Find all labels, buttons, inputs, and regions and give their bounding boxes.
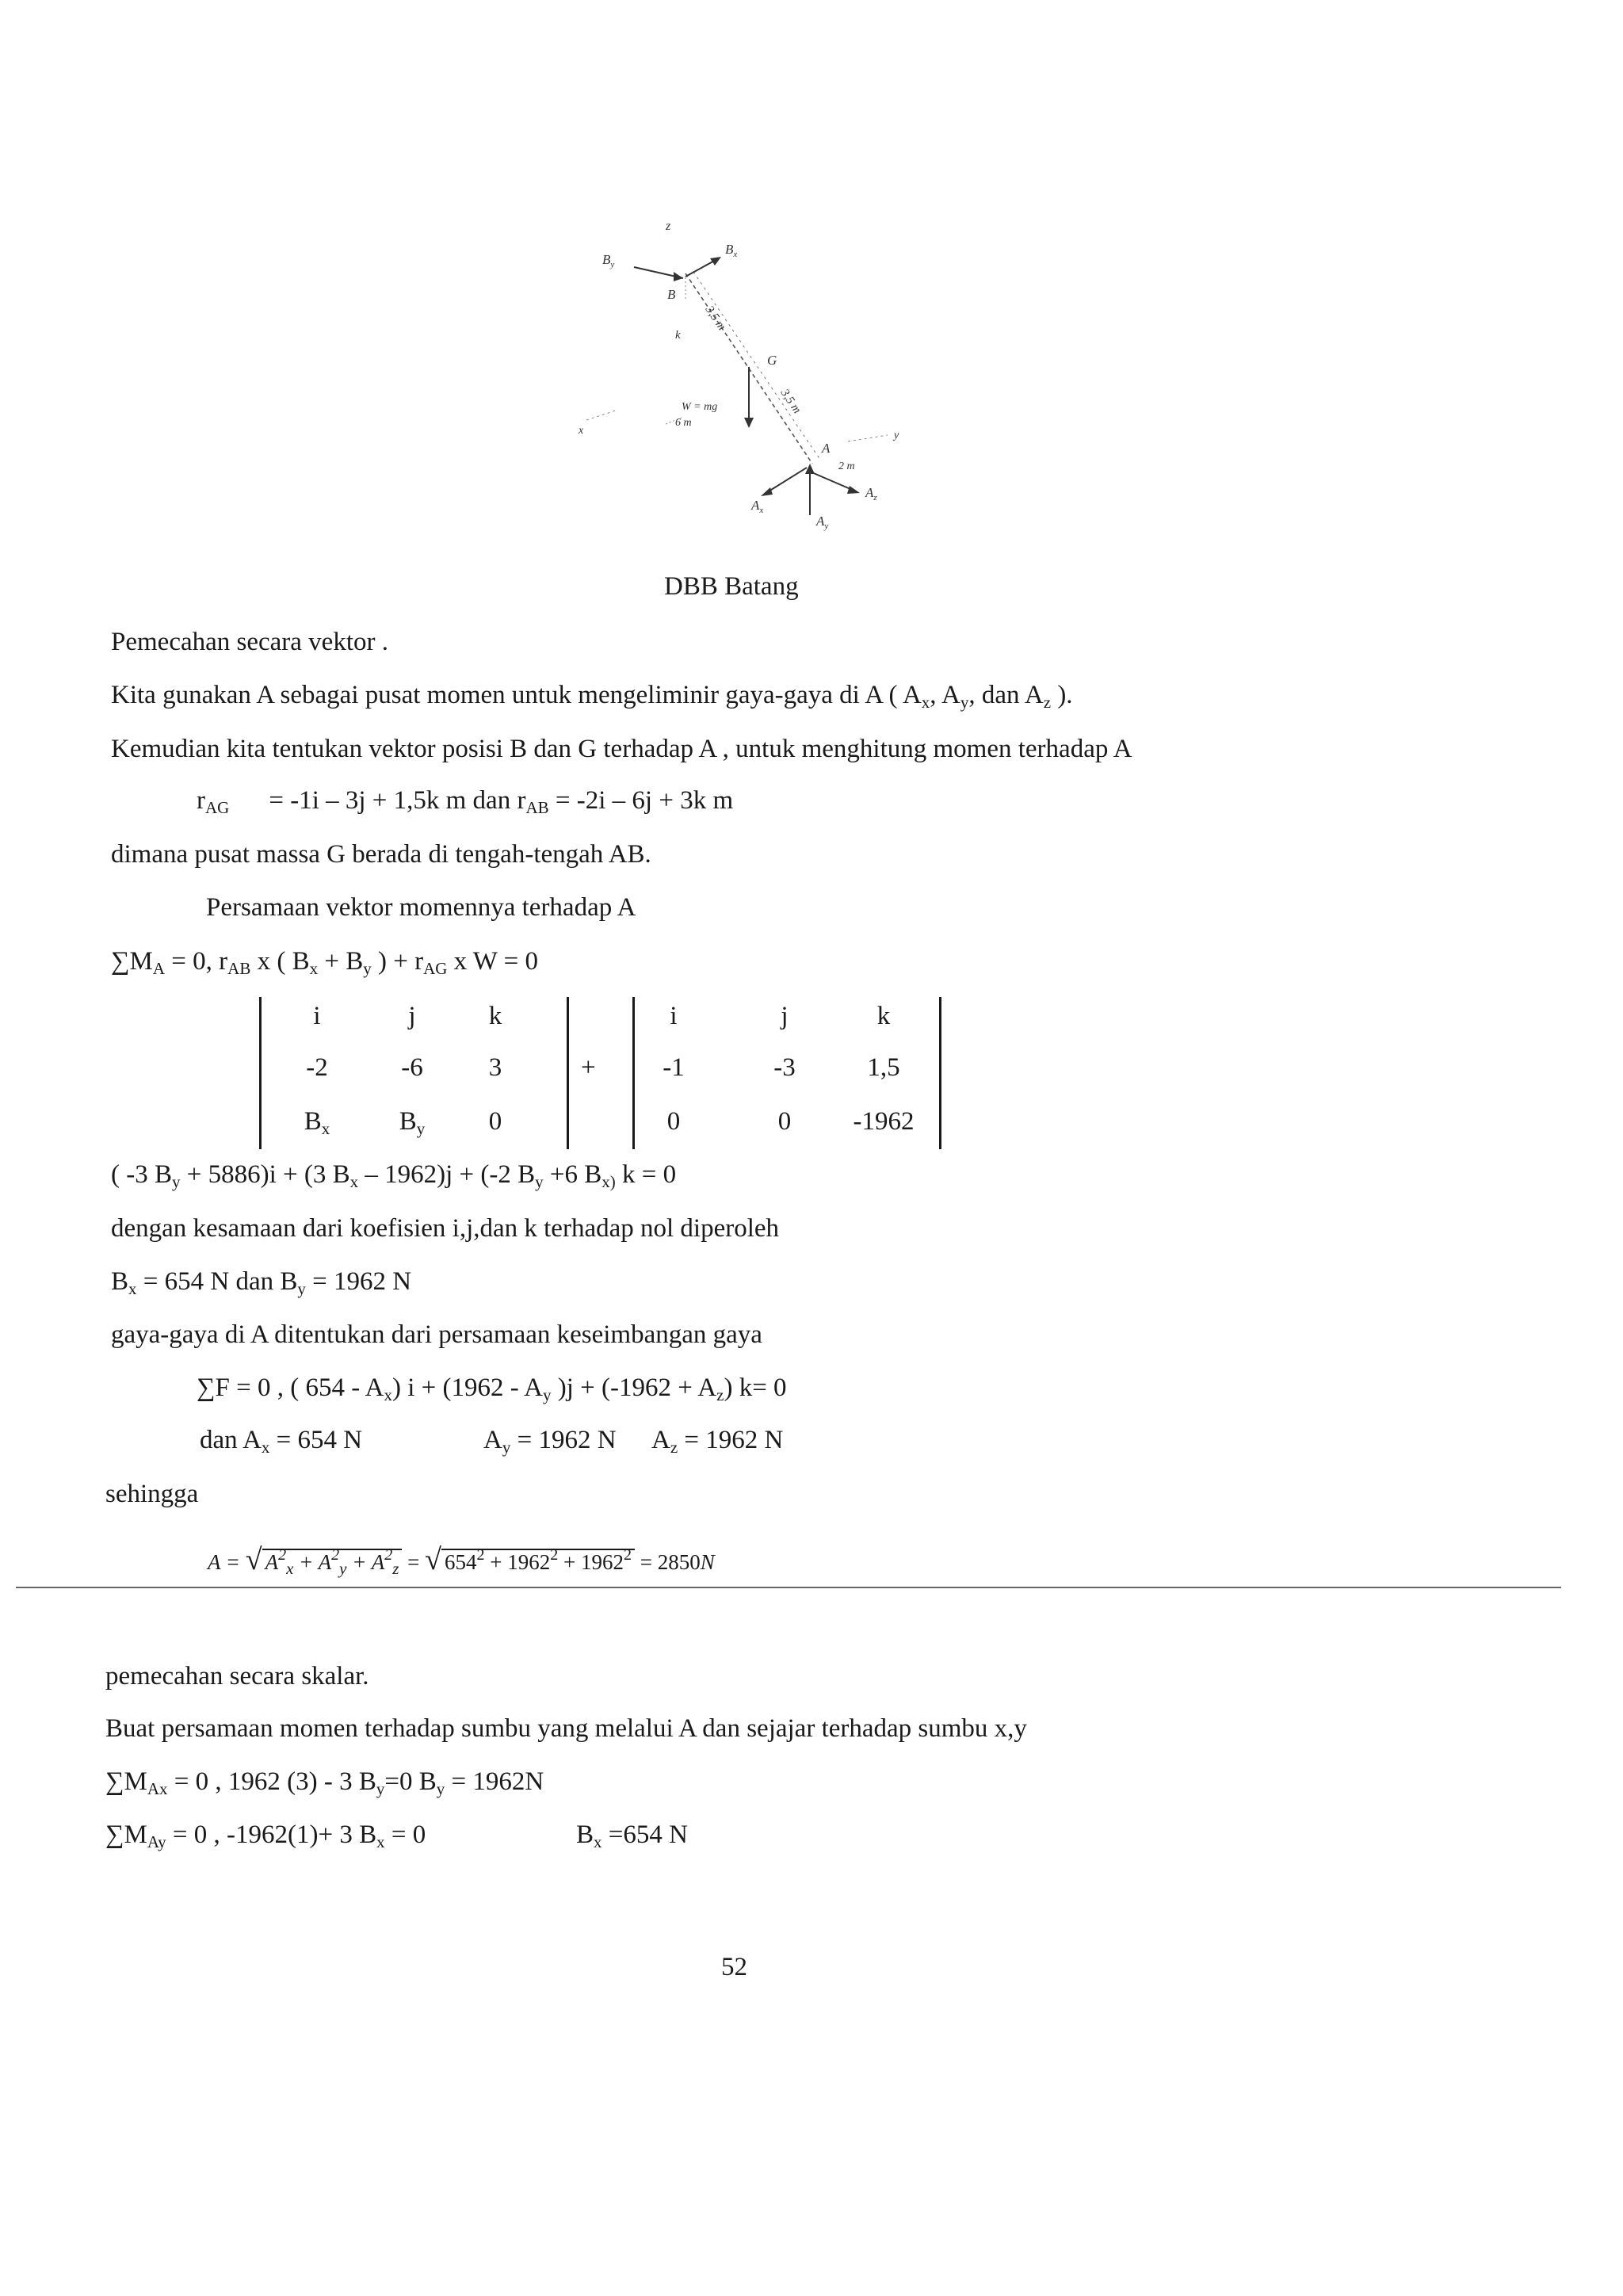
label-y: y xyxy=(894,430,899,441)
result-Ay: $A_y = 1962$ N xyxy=(483,1426,617,1457)
free-body-diagram xyxy=(555,202,999,551)
det2-r2c2: -3 xyxy=(773,1053,796,1082)
label-G: G xyxy=(767,353,777,368)
page-number: 52 xyxy=(721,1953,747,1981)
paragraph-2: Kemudian kita tentukan vektor posisi B dan G terhadap A , untuk menghitung momen terhadap A xyxy=(111,735,1132,763)
det1-r2c1: -2 xyxy=(306,1053,328,1082)
label-x: x xyxy=(579,425,584,437)
label-Bx: $B_x$ xyxy=(725,242,738,259)
separator-line xyxy=(16,1587,1561,1588)
heading-scalar: pemecahan secara skalar. xyxy=(105,1662,369,1690)
result-Bx-scalar: $B_x =654$ N xyxy=(576,1820,688,1851)
result-Az: $A_z = 1962$ N xyxy=(651,1426,784,1457)
label-k: k xyxy=(675,329,681,342)
moment-y-equation: $\sum M_{Ay} = 0$ , -1962(1)+ 3 $B_x = 0$ xyxy=(105,1820,426,1851)
det2-r3c1: 0 xyxy=(666,1107,681,1136)
label-6m: 6 m xyxy=(675,417,692,429)
paragraph-3: dimana pusat massa G berada di tengah-tengah AB. xyxy=(111,840,651,869)
sehingga: sehingga xyxy=(105,1480,199,1508)
det2-r1c2: j xyxy=(781,1002,789,1030)
label-Az: $A_z$ xyxy=(865,485,877,502)
label-A: A xyxy=(822,441,831,456)
label-W: W = mg xyxy=(682,401,718,413)
det1-r3c3: 0 xyxy=(488,1107,502,1136)
label-B: B xyxy=(667,287,676,302)
moment-x-equation: $\sum M_{Ax} = 0$ , 1962 (3) - 3 $B_y=0$ $B_y = 1962N$ xyxy=(105,1767,544,1798)
det2-r3c3: -1962 xyxy=(853,1107,915,1136)
det1-r1c2: j xyxy=(408,1002,416,1030)
result-A: dan $A_x = 654$ N xyxy=(200,1426,363,1457)
det2-r1c1: i xyxy=(670,1002,678,1030)
label-Ay: $A_y$ xyxy=(816,514,829,531)
position-vectors: $r_{AG} = -1i - 3j + 1,5k$ m dan $r_{AB} = -2i - 6j + 3k$ m xyxy=(197,786,734,817)
label-Ax: $A_x$ xyxy=(751,498,764,515)
label-len2: 3,5 m xyxy=(777,387,804,416)
det1-r3c2: $B_y$ xyxy=(399,1107,426,1138)
paragraph-4: Persamaan vektor momennya terhadap A xyxy=(206,893,636,922)
label-2m: 2 m xyxy=(838,460,855,472)
det1-r2c3: 3 xyxy=(488,1053,502,1082)
paragraph-1: Kita gunakan A sebagai pusat momen untuk mengeliminir gaya-gaya di A ( $A_x$, $A_y$, dan $A_z$ ). xyxy=(111,681,1073,712)
det2-r1c3: k xyxy=(876,1002,891,1030)
paragraph-7: Buat persamaan momen terhadap sumbu yang melalui A dan sejajar terhadap sumbu x,y xyxy=(105,1714,1027,1743)
paragraph-6: gaya-gaya di A ditentukan dari persamaan keseimbangan gaya xyxy=(111,1320,762,1349)
magnitude-formula: A = √ $A^2_x + A^2_y + A^2_z$ = √ $654^2 + 1962^2 + 1962^2 = 2850N$ xyxy=(208,1543,715,1578)
paragraph-5: dengan kesamaan dari koefisien i,j,dan k terhadap nol diperoleh xyxy=(111,1214,780,1243)
plus-sign: + xyxy=(581,1053,596,1082)
det2-r2c3: 1,5 xyxy=(867,1053,900,1082)
det1-r1c3: k xyxy=(488,1002,502,1030)
expanded-equation: ( -3 $B_y + 5886)i + (3$ $B_x - 1962)j + (-2$ $B_y +6$ $B_{x)}$ k = 0 xyxy=(111,1160,677,1191)
det1-r3c1: $B_x$ xyxy=(304,1107,330,1138)
label-By: $B_y$ xyxy=(602,252,615,269)
det2-r3c2: 0 xyxy=(777,1107,792,1136)
det2-r2c1: -1 xyxy=(663,1053,685,1082)
label-z: z xyxy=(666,220,671,233)
label-len1: 3,5 m xyxy=(702,304,728,333)
det1-r1c1: i xyxy=(313,1002,321,1030)
moment-equation: $\sum M_A = 0$, $r_{AB}$ x ( $B_x + B_y$ ) + $r_{AG}$ x W = 0 xyxy=(111,947,538,978)
force-equation: ∑F = 0 , ( $654 - A_x$) $i + (1962 - A_y$ )$j + (-1962 + A_z)$ k= 0 xyxy=(197,1373,787,1404)
heading-vector: Pemecahan secara vektor . xyxy=(111,628,388,656)
det1-r2c2: -6 xyxy=(401,1053,423,1082)
result-B: $B_x = 654$ N dan $B_y = 1962$ N xyxy=(111,1267,412,1298)
figure-caption: DBB Batang xyxy=(664,572,799,601)
